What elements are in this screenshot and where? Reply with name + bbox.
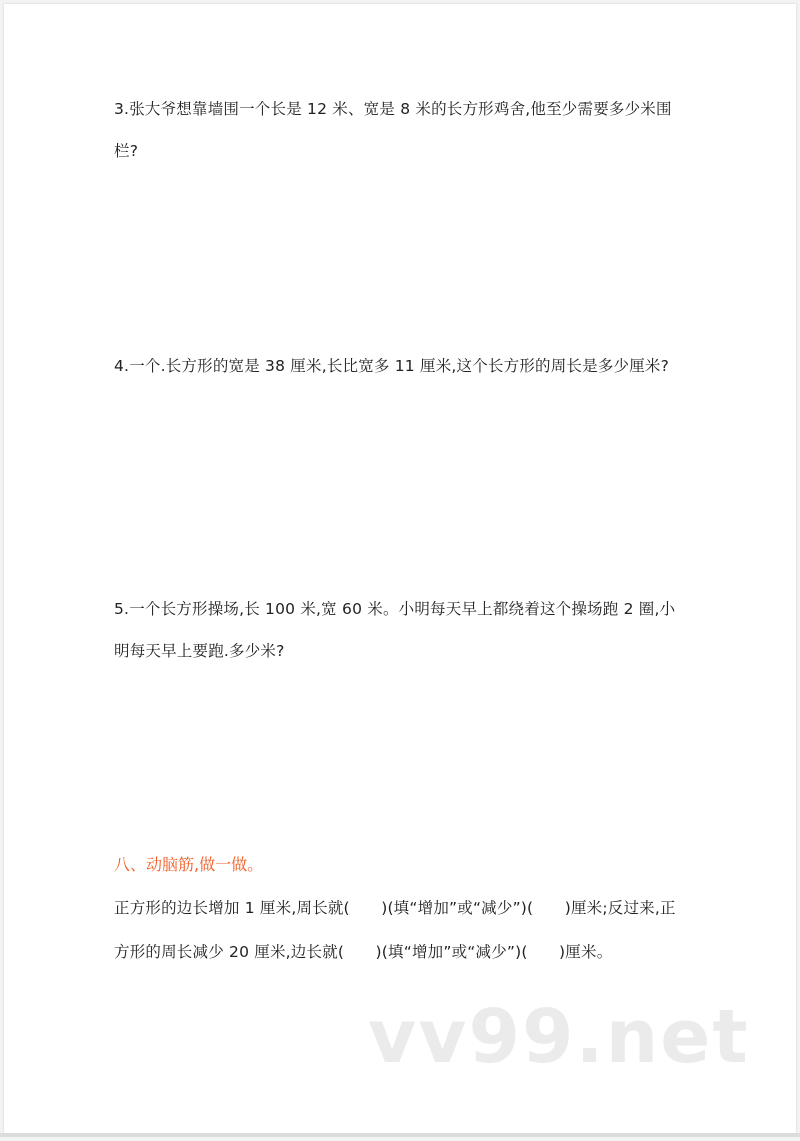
question-3-line-2: 栏? xyxy=(114,130,689,172)
question-4 xyxy=(114,345,689,387)
section-8-title: 八、动脑筋,做一做。 xyxy=(114,845,263,885)
worksheet-page xyxy=(4,4,796,1133)
section-8-line-2: 方形的周长减少 20 厘米,边长就( )(填“增加”或“减少”)( )厘米。 xyxy=(114,930,689,974)
question-3-line-1: 3.张大爷想靠墙围一个长是 12 米、宽是 8 米的长方形鸡舍,他至少需要多少米围 xyxy=(114,88,689,130)
question-3 xyxy=(114,88,689,172)
section-8-question xyxy=(114,886,689,974)
question-5-line-1: 5.一个长方形操场,长 100 米,宽 60 米。小明每天早上都绕着这个操场跑 2 圈,小 xyxy=(114,588,689,630)
watermark: vv99.net xyxy=(368,994,750,1080)
page-bottom-edge xyxy=(0,1133,800,1137)
question-5 xyxy=(114,588,689,672)
question-5-line-2: 明每天早上要跑.多少米? xyxy=(114,630,689,672)
question-4-line-1: 4.一个.长方形的宽是 38 厘米,长比宽多 11 厘米,这个长方形的周长是多少厘米? xyxy=(114,345,689,387)
section-8-line-1: 正方形的边长增加 1 厘米,周长就( )(填“增加”或“减少”)( )厘米;反过来,正 xyxy=(114,886,689,930)
